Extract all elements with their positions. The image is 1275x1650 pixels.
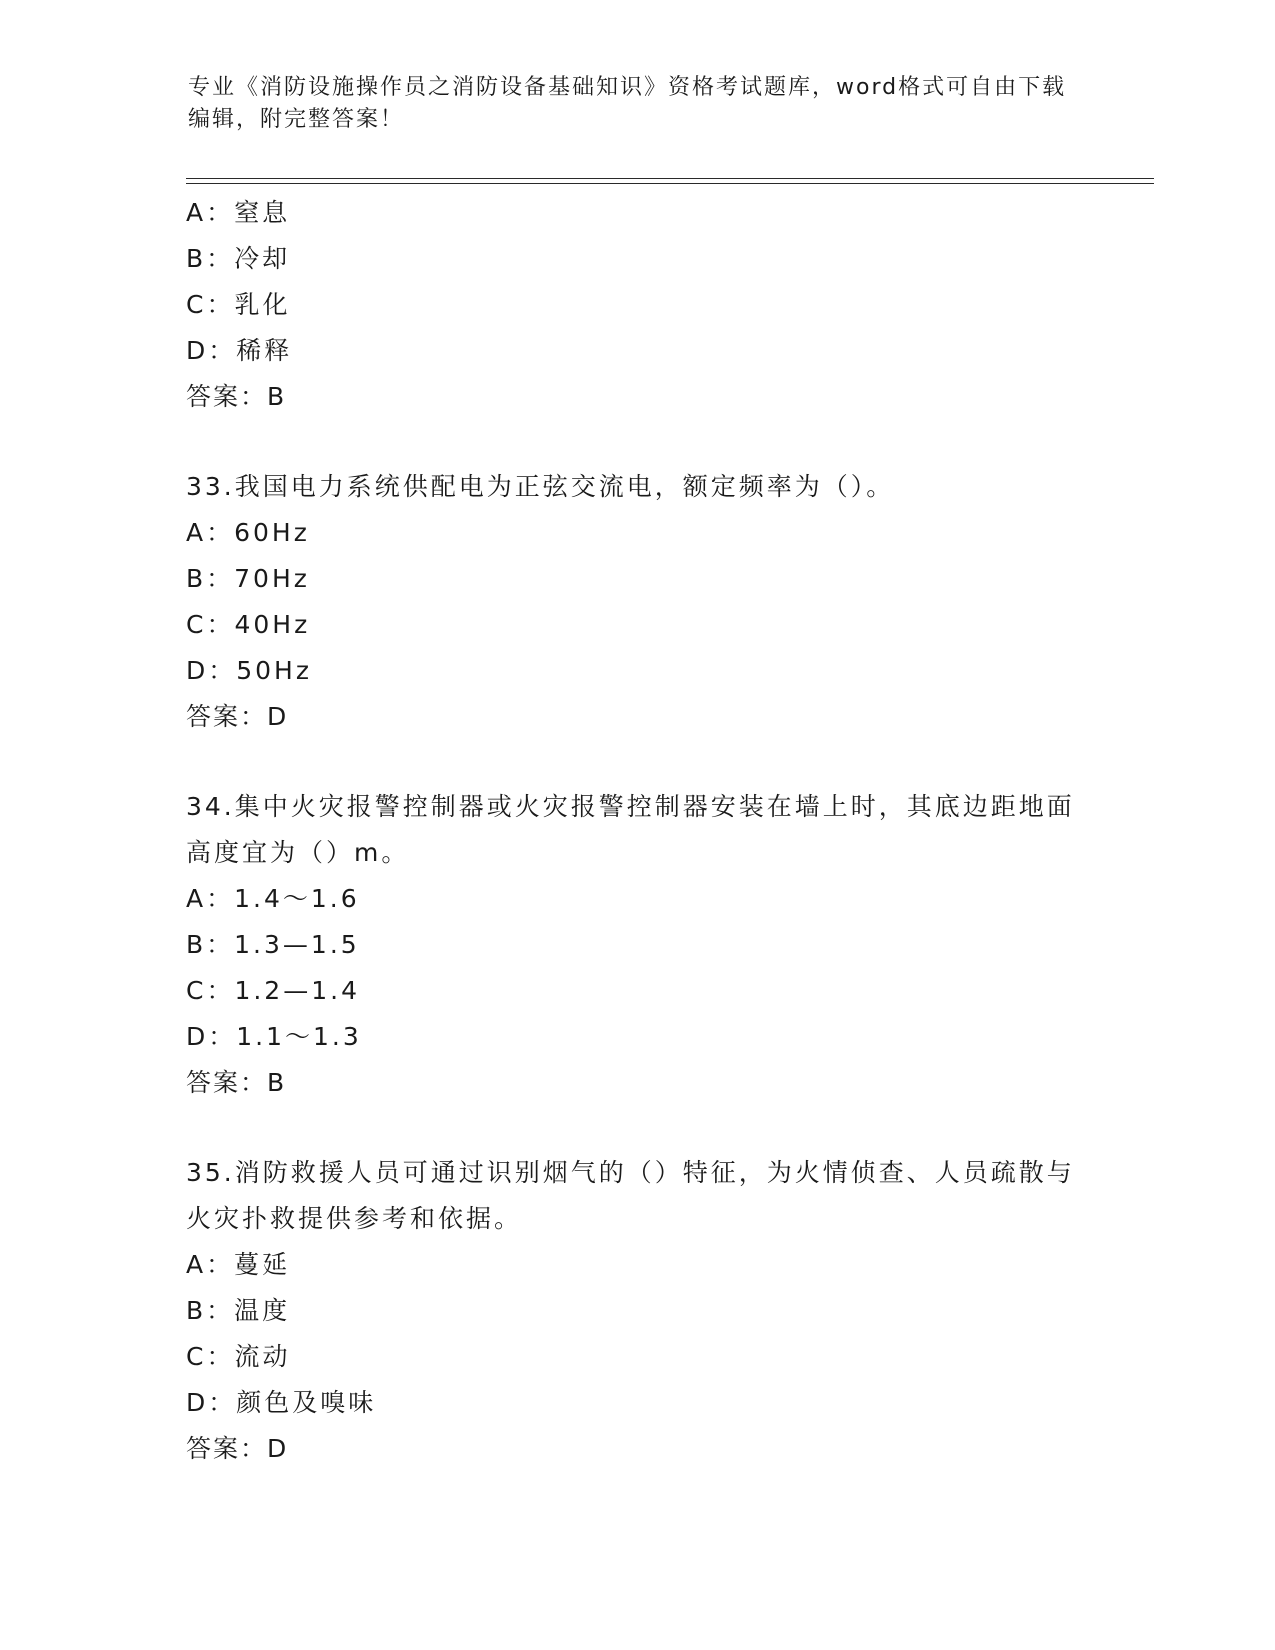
question-list	[186, 190, 1086, 1472]
option-a: A：1.4～1.6	[186, 884, 360, 913]
option-c: C：40Hz	[186, 610, 311, 639]
question-32-continued	[186, 190, 1086, 420]
option-b: B：冷却	[186, 244, 291, 273]
option-c: C：1.2—1.4	[186, 976, 360, 1005]
option-b: B：1.3—1.5	[186, 930, 360, 959]
option-d: D：50Hz	[186, 656, 312, 685]
question-stem: 34.集中火灾报警控制器或火灾报警控制器安装在墙上时，其底边距地面高度宜为（）m。	[186, 792, 1075, 867]
question-34	[186, 784, 1086, 1106]
option-b: B：温度	[186, 1296, 291, 1325]
option-c: C：乳化	[186, 290, 291, 319]
option-a: A：蔓延	[186, 1250, 291, 1279]
answer-label: 答案：D	[186, 1434, 289, 1463]
option-b: B：70Hz	[186, 564, 310, 593]
option-d: D：颜色及嗅味	[186, 1388, 377, 1417]
question-35	[186, 1150, 1086, 1472]
option-d: D：稀释	[186, 336, 293, 365]
question-stem: 35.消防救援人员可通过识别烟气的（）特征，为火情侦查、人员疏散与火灾扑救提供参考和依据。	[186, 1158, 1075, 1233]
option-d: D：1.1～1.3	[186, 1022, 362, 1051]
document-header: 专业《消防设施操作员之消防设备基础知识》资格考试题库，word格式可自由下载编辑，附完整答案！	[188, 75, 1067, 132]
option-c: C：流动	[186, 1342, 291, 1371]
option-a: A：60Hz	[186, 518, 310, 547]
question-33	[186, 464, 1086, 740]
question-stem: 33.我国电力系统供配电为正弦交流电，额定频率为（）。	[186, 472, 895, 501]
header-divider-top	[186, 178, 1154, 179]
answer-label: 答案：B	[186, 1068, 287, 1097]
answer-label: 答案：D	[186, 702, 289, 731]
option-a: A：窒息	[186, 198, 291, 227]
answer-label: 答案：B	[186, 382, 287, 411]
header-divider-bottom	[186, 183, 1154, 184]
